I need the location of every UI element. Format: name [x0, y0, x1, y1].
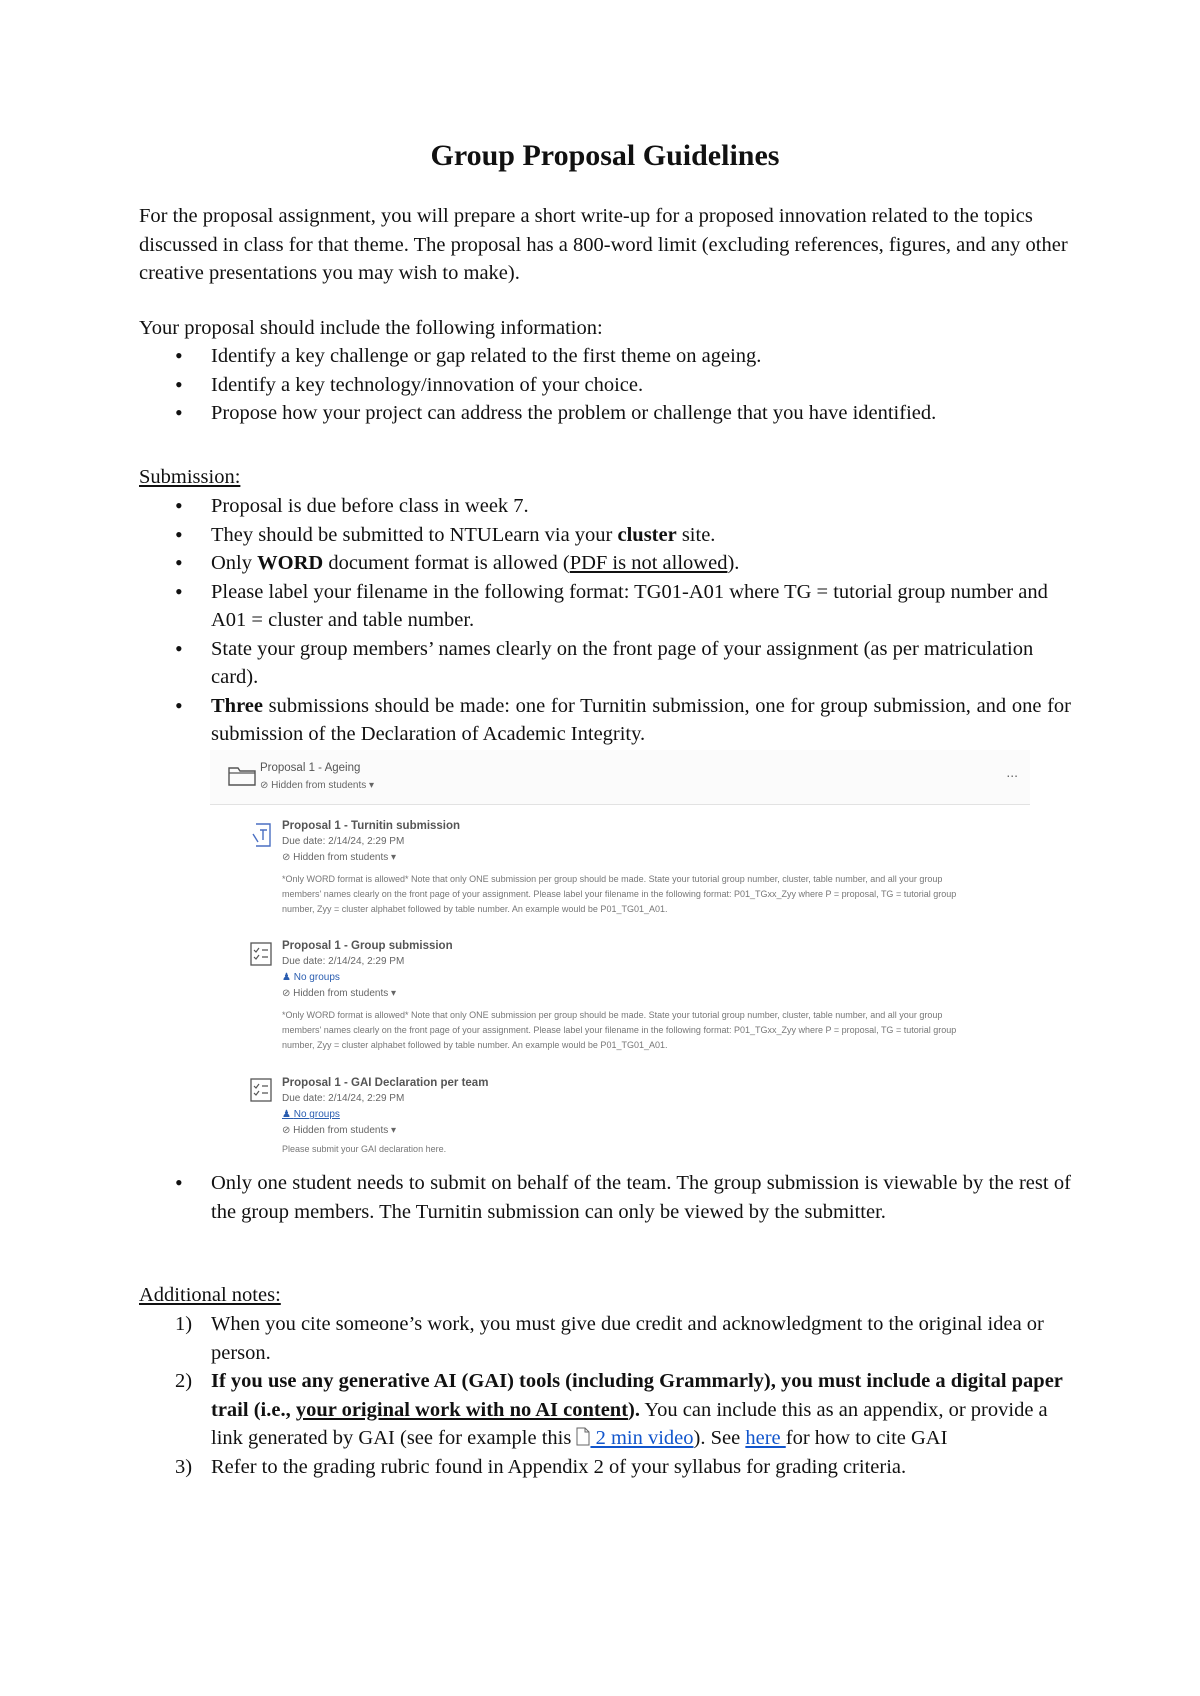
- list-item: • Propose how your project can address the problem or challenge that you have identified.: [139, 399, 1071, 428]
- item-title[interactable]: Proposal 1 - GAI Declaration per team: [282, 1077, 489, 1089]
- requirements-list: [139, 342, 1071, 428]
- folder-icon: [228, 764, 256, 786]
- eye-off-icon: ⊘: [282, 1125, 291, 1136]
- list-item: 1) When you cite someone’s work, you must give due credit and acknowledgment to the original idea or person.: [175, 1313, 1044, 1364]
- folder-visibility[interactable]: ⊘ Hidden from students ▾: [260, 780, 375, 791]
- list-item: • Three submissions should be made: one for Turnitin submission, one for group submission, and one for submission of the Declaration of Academic Integrity.: [139, 692, 1071, 749]
- item-due-date: Due date: 2/14/24, 2:29 PM: [282, 1093, 405, 1104]
- item-visibility[interactable]: ⊘ Hidden from students ▾: [282, 852, 397, 863]
- turnitin-icon: [250, 822, 274, 848]
- list-item: • Only WORD document format is allowed (PDF is not allowed).: [139, 549, 1071, 578]
- list-item: • Identify a key technology/innovation of your choice.: [139, 371, 1071, 400]
- list-item: • State your group members’ names clearly on the front page of your assignment (as per matriculation card).: [139, 635, 1071, 692]
- folder-header[interactable]: [210, 750, 1030, 805]
- groups-icon: ♟: [282, 1109, 291, 1120]
- requirements-lead: Your proposal should include the following information:: [139, 317, 603, 339]
- intro-paragraph: For the proposal assignment, you will prepare a short write-up for a proposed innovation related to the topics discussed in class for that theme. The proposal has a 800-word limit (excluding references, figures, and any other creative presentations you may wish to make).: [139, 205, 1068, 284]
- list-item: • Identify a key challenge or gap related to the first theme on ageing.: [139, 342, 1071, 371]
- cite-gai-link[interactable]: here: [745, 1427, 786, 1449]
- item-description: members' names clearly on the front page of your assignment. Please label your filename in the following format: P01_TGxx_Zyy where P = proposal, TG = tutorial group: [282, 1025, 957, 1035]
- page-title: Group Proposal Guidelines: [430, 139, 780, 172]
- list-item: • Proposal is due before class in week 7.: [139, 492, 1071, 521]
- folder-title: Proposal 1 - Ageing: [260, 762, 361, 774]
- list-item: 3) Refer to the grading rubric found in Appendix 2 of your syllabus for grading criteria.: [175, 1455, 907, 1478]
- notes-heading: Additional notes:: [139, 1284, 281, 1306]
- item-groups[interactable]: ♟ No groups: [282, 972, 340, 983]
- item-title[interactable]: Proposal 1 - Group submission: [282, 940, 453, 952]
- item-visibility[interactable]: ⊘ Hidden from students ▾: [282, 1125, 397, 1136]
- submission-list-continued: [139, 1169, 1071, 1226]
- document-icon: [576, 1427, 590, 1446]
- chevron-down-icon: ▾: [391, 988, 397, 999]
- assignment-icon: [248, 941, 274, 967]
- item-description: number, Zyy = cluster alphabet followed by table number. An example would be P01_TG01_A01.: [282, 904, 668, 914]
- chevron-down-icon: ▾: [369, 780, 375, 791]
- assignment-icon: [248, 1077, 274, 1103]
- list-item: • Only one student needs to submit on behalf of the team. The group submission is viewable by the rest of the group members. The Turnitin submission can only be viewed by the submitter.: [139, 1169, 1071, 1226]
- eye-off-icon: ⊘: [282, 852, 291, 863]
- list-item: 2) If you use any generative AI (GAI) tools (including Grammarly), you must include a digital paper trail (i.e., your original work with no AI content). You can include this as an appendix, or provide a link generated by GAI (see for example this 2 min video). See here for how to cite GAI: [175, 1370, 1063, 1449]
- item-description: *Only WORD format is allowed* Note that only ONE submission per group should be made. State your tutorial group number, cluster, table number, and all your group: [282, 874, 943, 884]
- item-description: members' names clearly on the front page of your assignment. Please label your filename in the following format: P01_TGxx_Zyy where P = proposal, TG = tutorial group: [282, 889, 957, 899]
- chevron-down-icon: ▾: [391, 1125, 397, 1136]
- item-visibility[interactable]: ⊘ Hidden from students ▾: [282, 988, 397, 999]
- video-link[interactable]: 2 min video: [590, 1427, 694, 1449]
- item-due-date: Due date: 2/14/24, 2:29 PM: [282, 836, 405, 847]
- item-title[interactable]: Proposal 1 - Turnitin submission: [282, 820, 461, 832]
- item-groups[interactable]: ♟ No groups: [282, 1109, 340, 1120]
- embedded-screenshot: [210, 750, 1030, 1158]
- item-description: Please submit your GAI declaration here.: [282, 1144, 447, 1154]
- list-item: • They should be submitted to NTULearn via your cluster site.: [139, 521, 1071, 550]
- eye-off-icon: ⊘: [282, 988, 291, 999]
- more-options-icon[interactable]: ...: [1006, 764, 1018, 780]
- groups-icon: ♟: [282, 972, 291, 983]
- eye-off-icon: ⊘: [260, 780, 269, 791]
- notes-list: [139, 1310, 1071, 1481]
- item-description: *Only WORD format is allowed* Note that only ONE submission per group should be made. State your tutorial group number, cluster, table number, and all your group: [282, 1010, 943, 1020]
- list-item: • Please label your filename in the following format: TG01-A01 where TG = tutorial group number and A01 = cluster and table number.: [139, 578, 1071, 635]
- submission-list: [139, 492, 1071, 749]
- submission-heading: Submission:: [139, 466, 241, 488]
- item-description: number, Zyy = cluster alphabet followed by table number. An example would be P01_TG01_A01.: [282, 1040, 668, 1050]
- item-due-date: Due date: 2/14/24, 2:29 PM: [282, 956, 405, 967]
- chevron-down-icon: ▾: [391, 852, 397, 863]
